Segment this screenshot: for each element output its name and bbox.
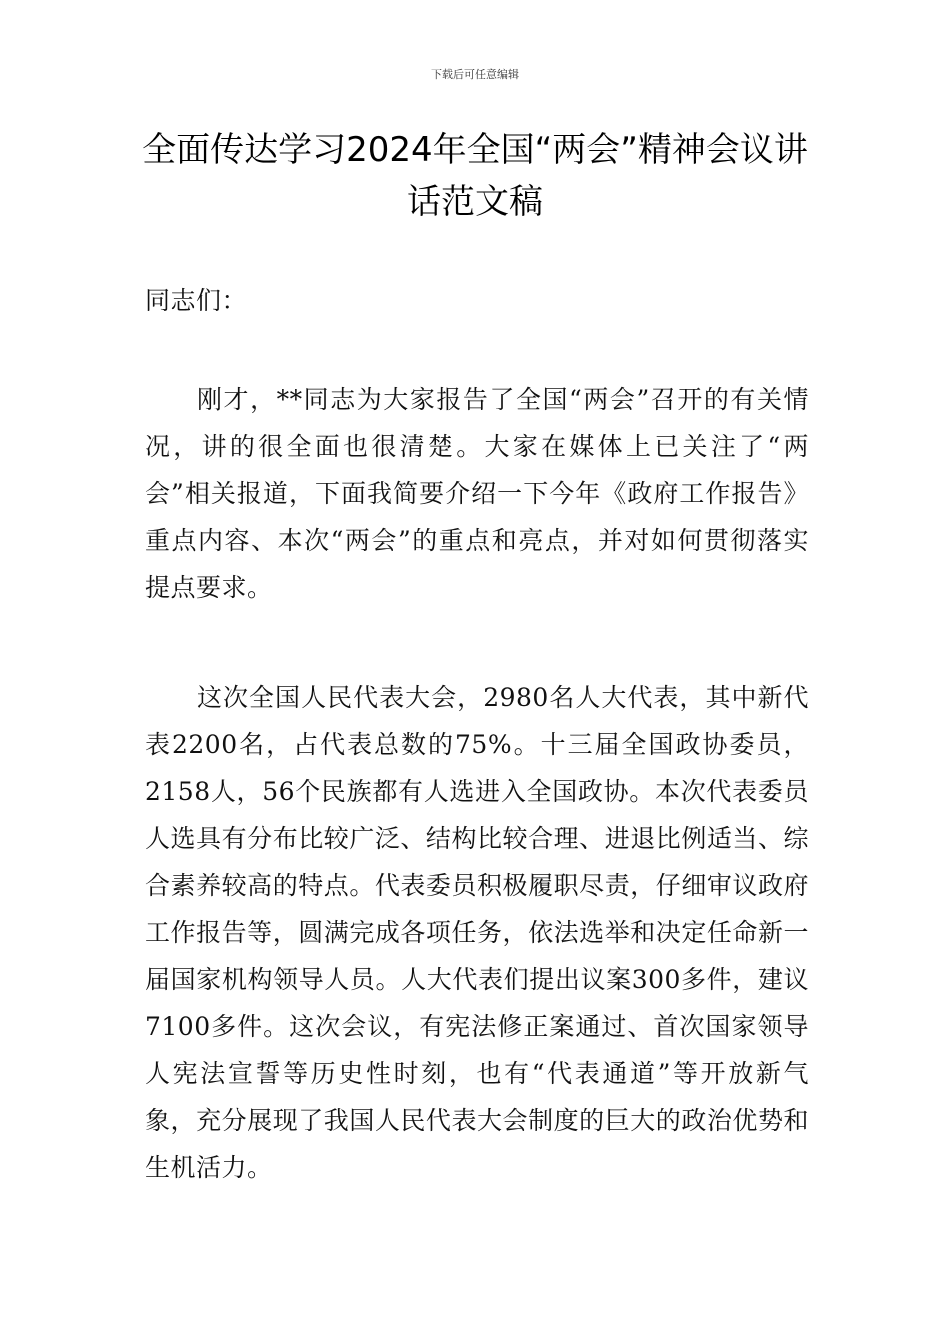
paragraph-2: 这次全国人民代表大会，2980名人大代表，其中新代表2200名，占代表总数的75%。十三届全国政协委员，2158人，56个民族都有人选进入全国政协。本次代表委员人选具有分布比较广泛、结构比较合理、进退比例适当、综合素养较高的特点。代表委员积极履职尽责，仔细审议政府工作报告等，圆满完成各项任务，依法选举和决定任命新一届国家机构领导人员。人大代表们提出议案300多件，建议7100多件。这次会议，有宪法修正案通过、首次国家领导人宪法宣誓等历史性时刻，也有“代表通道”等开放新气象，充分展现了我国人民代表大会制度的巨大的政治优势和生机活力。	[145, 683, 809, 1182]
document-title: 全面传达学习2024年全国“两会”精神会议讲话范文稿	[142, 130, 808, 222]
salutation: 同志们：	[145, 286, 248, 315]
paragraph-1: 刚才，**同志为大家报告了全国“两会”召开的有关情况，讲的很全面也很清楚。大家在媒体上已关注了“两会”相关报道，下面我简要介绍一下今年《政府工作报告》重点内容、本次“两会”的重点和亮点，并对如何贯彻落实提点要求。	[145, 385, 809, 602]
header-note: 下载后可任意编辑	[431, 68, 519, 81]
